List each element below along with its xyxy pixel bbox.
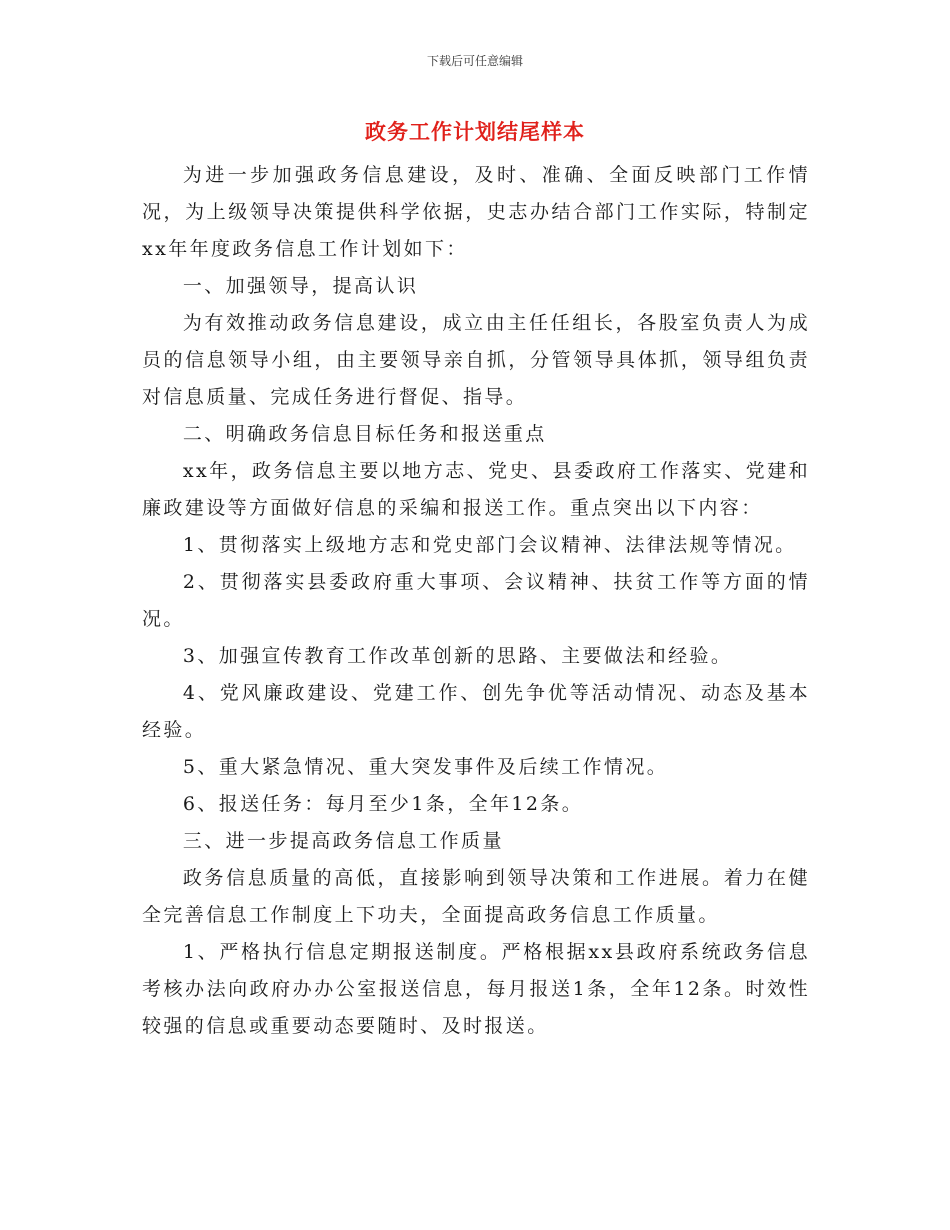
- document-title: 政务工作计划结尾样本: [365, 119, 585, 144]
- document-body: [142, 157, 810, 1045]
- list-item: 1、贯彻落实上级地方志和党史部门会议精神、法律法规等情况。: [182, 534, 797, 556]
- list-item: 6、报送任务：每月至少1条，全年12条。: [182, 793, 584, 815]
- list-item: 2、贯彻落实县委政府重大事项、会议精神、扶贫工作等方面的情况。: [142, 571, 810, 630]
- list-item: 4、党风廉政建设、党建工作、创先争优等活动情况、动态及基本经验。: [142, 682, 810, 741]
- paragraph-intro: 为进一步加强政务信息建设，及时、准确、全面反映部门工作情况，为上级领导决策提供科学依据，史志办结合部门工作实际，特制定xx年年度政务信息工作计划如下：: [142, 164, 810, 260]
- list-item: 1、严格执行信息定期报送制度。严格根据xx县政府系统政务信息考核办法向政府办办公室报送信息，每月报送1条，全年12条。时效性较强的信息或重要动态要随时、及时报送。: [142, 941, 810, 1037]
- section-heading-2: 二、明确政务信息目标任务和报送重点: [182, 423, 547, 445]
- list-item: 5、重大紧急情况、重大突发事件及后续工作情况。: [182, 756, 669, 778]
- paragraph: xx年，政务信息主要以地方志、党史、县委政府工作落实、党建和廉政建设等方面做好信息的采编和报送工作。重点突出以下内容：: [142, 460, 810, 519]
- list-item: 3、加强宣传教育工作改革创新的思路、主要做法和经验。: [182, 645, 733, 667]
- header-note: 下载后可任意编辑: [426, 54, 523, 68]
- section-heading-3: 三、进一步提高政务信息工作质量: [182, 830, 504, 852]
- section-heading-1: 一、加强领导，提高认识: [182, 275, 419, 297]
- paragraph: 政务信息质量的高低，直接影响到领导决策和工作进展。着力在健全完善信息工作制度上下功夫，全面提高政务信息工作质量。: [142, 867, 810, 926]
- paragraph: 为有效推动政务信息建设，成立由主任任组长，各股室负责人为成员的信息领导小组，由主要领导亲自抓，分管领导具体抓，领导组负责对信息质量、完成任务进行督促、指导。: [142, 312, 810, 408]
